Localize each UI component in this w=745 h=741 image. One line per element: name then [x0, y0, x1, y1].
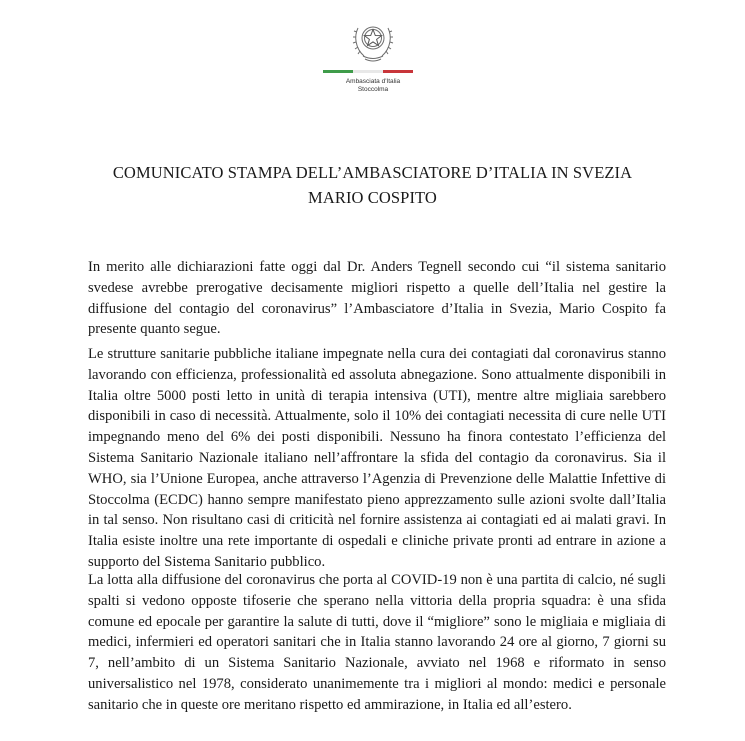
flag-red-stripe [383, 70, 413, 73]
flag-green-stripe [323, 70, 353, 73]
organization-city: Stoccolma [357, 86, 389, 93]
organization-name: Ambasciata d'Italia [345, 78, 401, 85]
title-line-2: MARIO COSPITO [308, 188, 437, 207]
italian-republic-emblem-icon [350, 14, 396, 64]
title-line-1: COMUNICATO STAMPA DELL’AMBASCIATORE D’ITALIA IN SVEZIA [112, 163, 633, 182]
flag-white-stripe [353, 70, 383, 73]
paragraph: La lotta alla diffusione del coronavirus che porta al COVID-19 non è una partita di calcio, né sugli spalti si vedono opposte tifoserie che sperano nella vittoria della propria squadra: è una sfida comune ed epocale per garantire la salute di tutti, dove il “migliore” sono le migliaia e migliaia di medici, infermieri ed operatori sanitari che in Italia stanno lavorando 24 ore al giorno, 7 giorni su 7, nell’ambito di un Sistema Sanitario Nazionale, avviato nel 1968 e riformato in senso universalistico nel 1978, considerato unanimemente tra i migliori al mondo: medici e personale sanitario che in queste ore meritano rispetto ed ammirazione, in Italia ed all’estero. [88, 572, 666, 713]
paragraph-block-1 [88, 257, 666, 340]
paragraph-block-3 [88, 570, 666, 716]
paragraph-block-2 [88, 344, 666, 573]
italian-flag-bar [323, 70, 413, 73]
paragraph: Le strutture sanitarie pubbliche italiane impegnate nella cura dei contagiati dal coronavirus stanno lavorando con efficienza, professionalità ed assoluta abnegazione. Sono attualmente disponibili in Italia oltre 5000 posti letto in unità di terapia intensiva (UTI), mentre altre migliaia sarebbero disponibili in caso di necessità. Attualmente, solo il 10% dei contagiati necessita di cure nelle UTI impegnando meno del 6% dei posti disponibili. Nessuno ha finora contestato l’efficienza del Sistema Sanitario Nazionale italiano nell’affrontare la sfida del contagio da coronavirus. Sia il WHO, sia l’Unione Europea, anche attraverso l’Agenzia di Prevenzione delle Malattie Infettive di Stoccolma (ECDC) hanno sempre manifestato pieno apprezzamento sulle azioni svolte dall’Italia in tal senso. Non risultano casi di criticità nel fornire assistenza ai contagiati ed ai malati gravi. In Italia esiste inoltre una rete importante di ospedali e cliniche private pronti ad entrare in azione a supporto del Sistema Sanitario pubblico. [88, 346, 666, 570]
paragraph: In merito alle dichiarazioni fatte oggi dal Dr. Anders Tegnell secondo cui “il sistema sanitario svedese avrebbe prerogative decisamente migliori rispetto a quelle dell’Italia nel gestire la diffusione del contagio del coronavirus” l’Ambasciatore d’Italia in Svezia, Mario Cospito fa presente quanto segue. [88, 259, 666, 338]
document-title [60, 160, 685, 210]
letterhead [318, 14, 428, 64]
